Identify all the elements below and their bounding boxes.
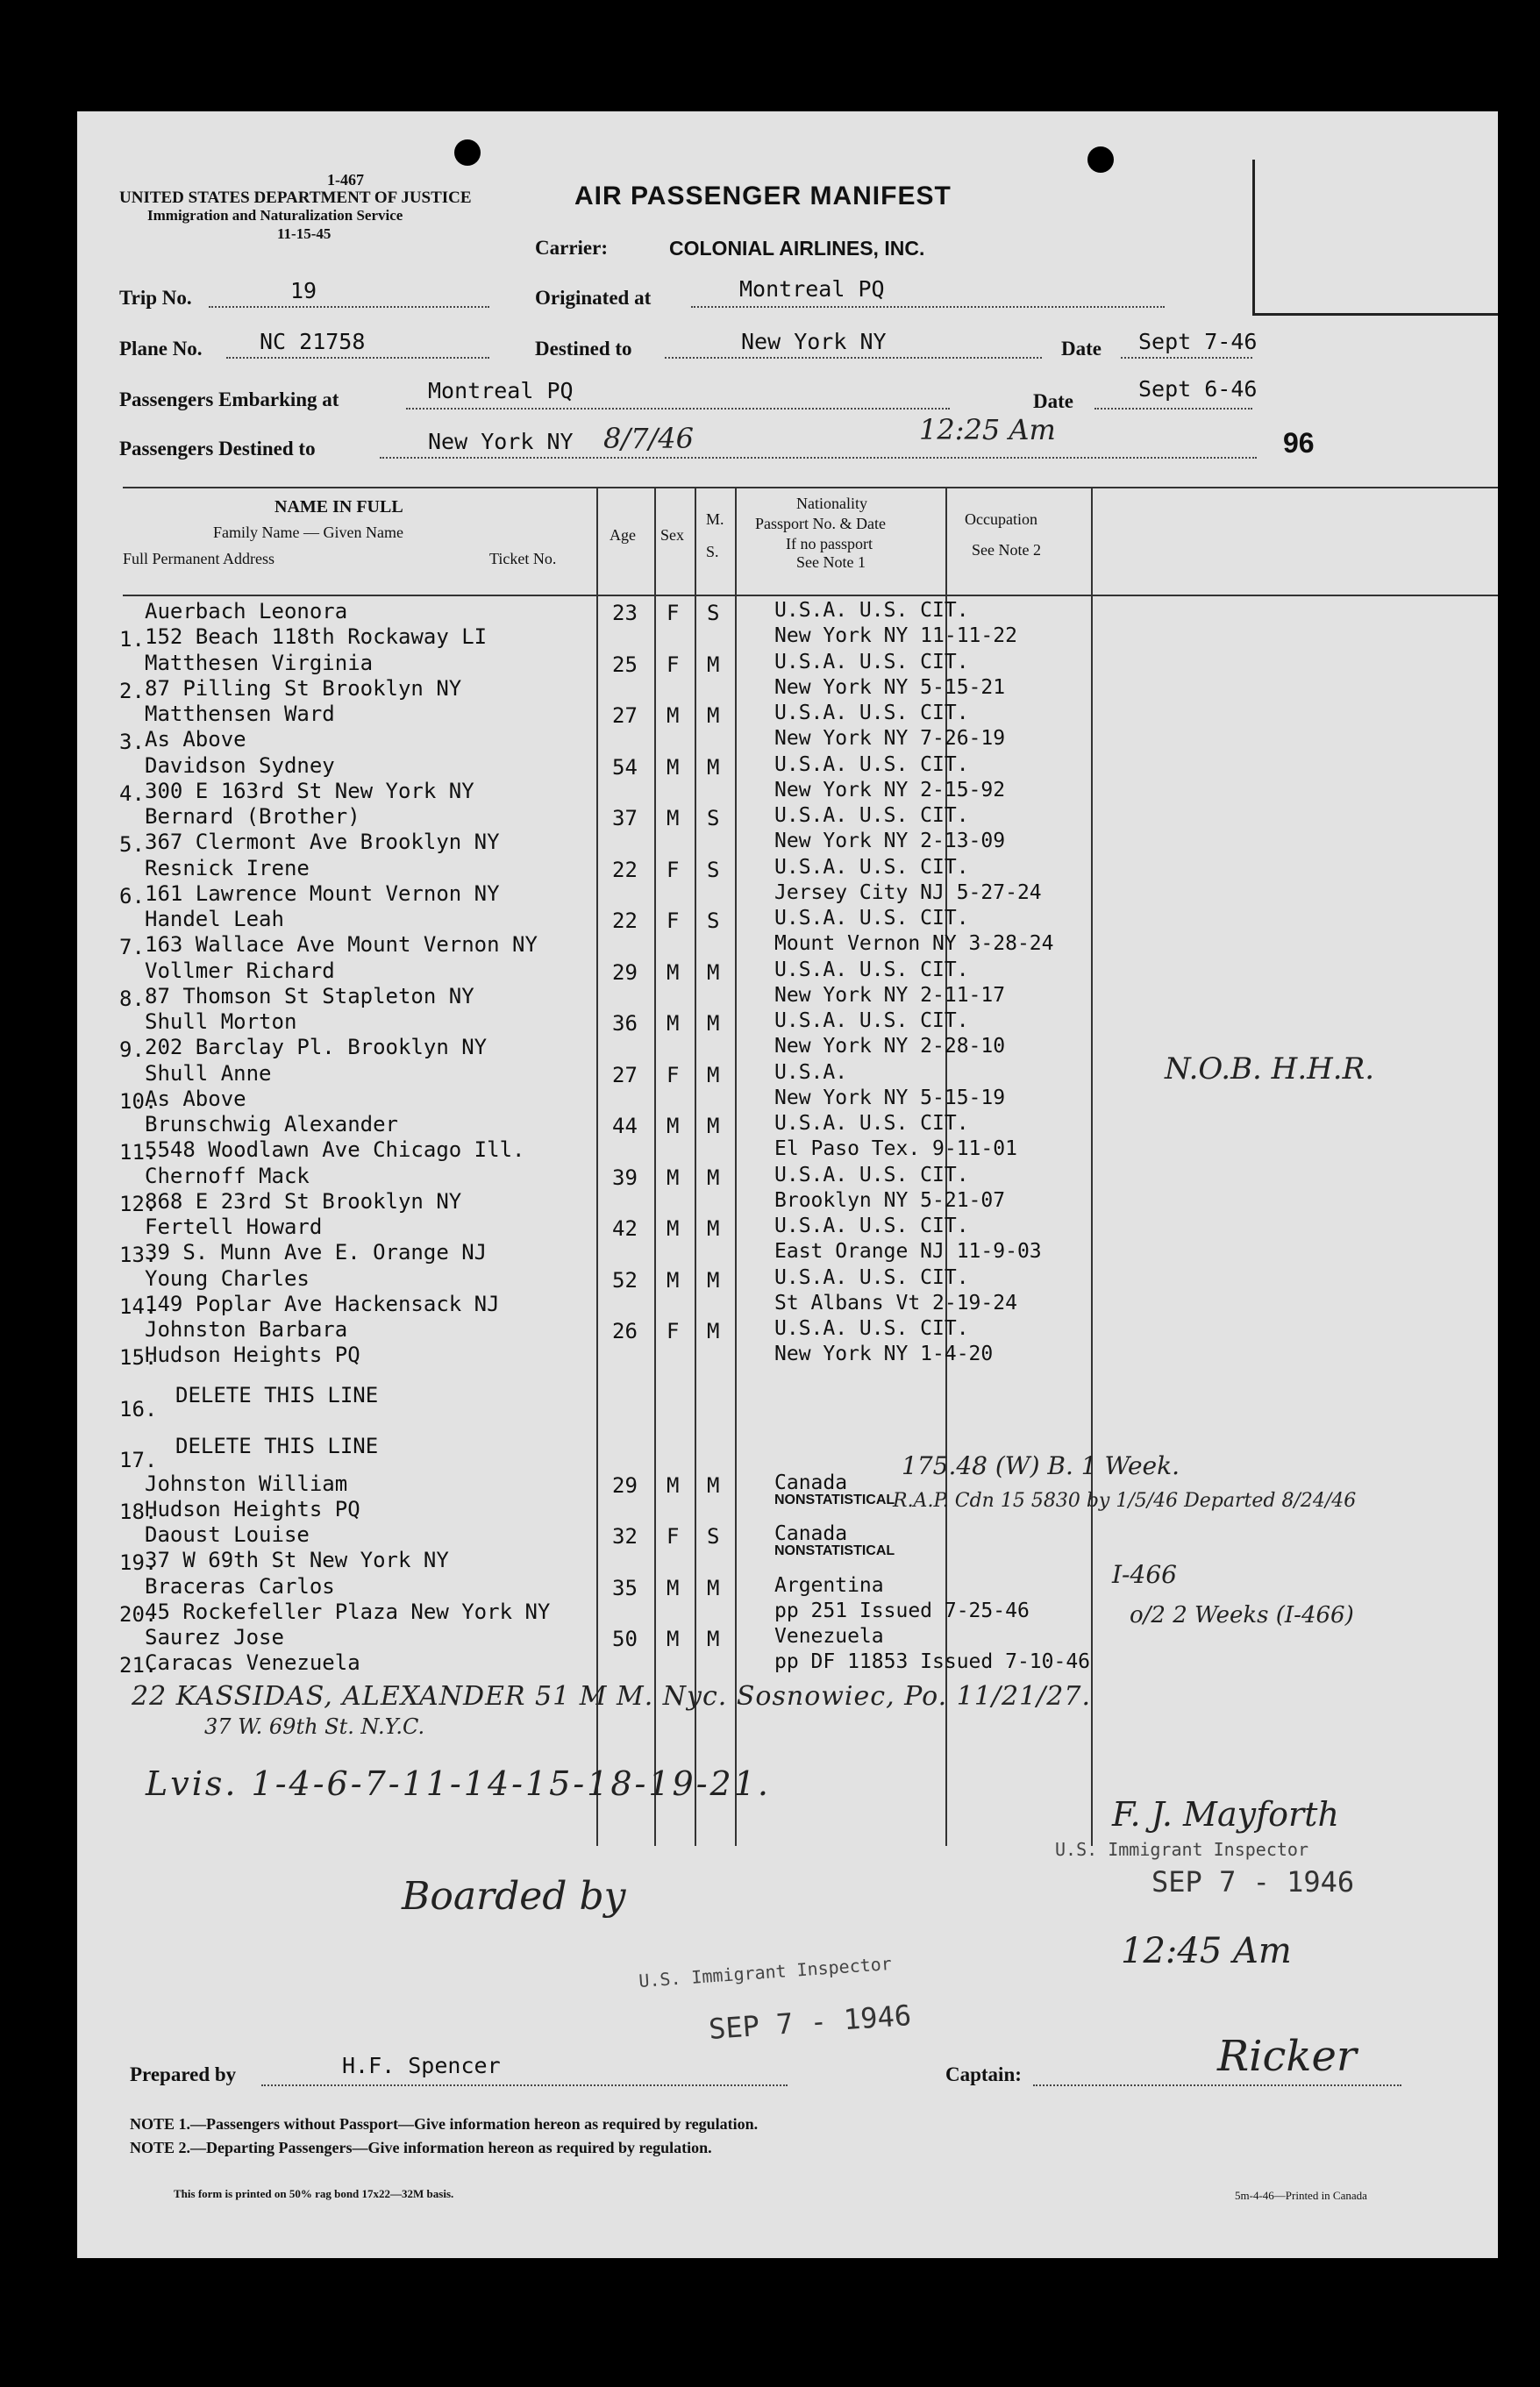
passenger-marital: S bbox=[707, 1524, 720, 1549]
passenger-address: 300 E 163rd St New York NY bbox=[145, 779, 474, 803]
revision: 11-15-45 bbox=[277, 225, 332, 242]
stamp-date-1: SEP 7 - 1946 bbox=[1151, 1865, 1355, 1899]
passenger-marital: M bbox=[707, 1627, 720, 1651]
passenger-marital: M bbox=[707, 1216, 720, 1241]
header-ms1: M. bbox=[706, 510, 724, 528]
passenger-name: Handel Leah bbox=[145, 907, 284, 931]
passenger-sex: M bbox=[667, 703, 680, 728]
header-nat4: See Note 1 bbox=[796, 553, 866, 571]
passenger-sex: M bbox=[667, 755, 680, 780]
passenger-birthplace: Mount Vernon NY 3-28-24 bbox=[774, 932, 1054, 955]
header-name: NAME IN FULL bbox=[274, 497, 403, 517]
passenger-name: Brunschwig Alexander bbox=[145, 1112, 398, 1136]
row-number: 21. bbox=[119, 1653, 158, 1678]
passenger-age: 37 bbox=[612, 806, 638, 830]
passenger-marital: M bbox=[707, 1319, 720, 1343]
row-number: 3. bbox=[119, 730, 145, 754]
passenger-address: 161 Lawrence Mount Vernon NY bbox=[145, 881, 500, 906]
handwritten-row22: 22 KASSIDAS, ALEXANDER 51 M M. Nyc. Sosnowiec, Po. 11/21/27. bbox=[132, 1681, 1092, 1712]
row-number: 16. bbox=[119, 1397, 158, 1422]
passenger-marital: M bbox=[707, 703, 720, 728]
passenger-nationality: U.S.A. U.S. CIT. bbox=[774, 1009, 969, 1032]
passenger-name: Davidson Sydney bbox=[145, 753, 335, 778]
passenger-name: Johnston Barbara bbox=[145, 1317, 348, 1342]
row-number: 12. bbox=[119, 1192, 158, 1216]
destined-value: New York NY bbox=[741, 329, 887, 354]
handwritten-row22-address: 37 W. 69th St. N.Y.C. bbox=[204, 1714, 425, 1739]
row-number: 13. bbox=[119, 1243, 158, 1267]
passenger-address: Hudson Heights PQ bbox=[145, 1343, 360, 1367]
passenger-age: 26 bbox=[612, 1319, 638, 1343]
embark-label: Passengers Embarking at bbox=[119, 388, 339, 410]
trip-number: 19 bbox=[290, 278, 317, 303]
passenger-marital: M bbox=[707, 652, 720, 677]
printer-note: 5m-4-46—Printed in Canada bbox=[1235, 2189, 1367, 2202]
passenger-name: Resnick Irene bbox=[145, 856, 310, 880]
header-age: Age bbox=[610, 526, 636, 544]
handwritten-row19-note: R.A.P. Cdn 15 5830 by 1/5/46 Departed 8/24/46 bbox=[893, 1490, 1357, 1512]
header-nat3: If no passport bbox=[786, 535, 873, 552]
passenger-sex: F bbox=[667, 1319, 680, 1343]
header-occ2: See Note 2 bbox=[972, 541, 1041, 559]
passenger-age: 35 bbox=[612, 1576, 638, 1600]
passenger-sex: M bbox=[667, 1473, 680, 1498]
header-occ1: Occupation bbox=[965, 510, 1037, 528]
passenger-name: Chernoff Mack bbox=[145, 1164, 310, 1188]
passenger-sex: M bbox=[667, 1011, 680, 1036]
passenger-birthplace: NONSTATISTICAL bbox=[774, 1543, 895, 1558]
pdest-label: Passengers Destined to bbox=[119, 438, 316, 460]
passenger-nationality: U.S.A. bbox=[774, 1061, 848, 1084]
row-number: 17. bbox=[119, 1448, 158, 1472]
row-number: 14. bbox=[119, 1294, 158, 1319]
passenger-address: 87 Pilling St Brooklyn NY bbox=[145, 676, 462, 701]
embark-date-value: Sept 6-46 bbox=[1138, 376, 1258, 402]
pdest-value: New York NY bbox=[428, 429, 574, 454]
row-number: 18. bbox=[119, 1500, 158, 1524]
passenger-sex: M bbox=[667, 806, 680, 830]
captain-signature: Ricker bbox=[1217, 2032, 1357, 2081]
passenger-nationality: U.S.A. U.S. CIT. bbox=[774, 1317, 969, 1340]
passenger-nationality: U.S.A. U.S. CIT. bbox=[774, 599, 969, 622]
note-2: NOTE 2.—Departing Passengers—Give information hereon as required by regulation. bbox=[130, 2139, 712, 2156]
passenger-sex: M bbox=[667, 1114, 680, 1138]
embark-date-label: Date bbox=[1033, 390, 1073, 412]
header-ticket: Ticket No. bbox=[489, 550, 557, 567]
passenger-name: Daoust Louise bbox=[145, 1522, 310, 1547]
passenger-birthplace: Jersey City NJ 5-27-24 bbox=[774, 881, 1042, 904]
passenger-marital: M bbox=[707, 1114, 720, 1138]
passenger-marital: S bbox=[707, 601, 720, 625]
passenger-name: Vollmer Richard bbox=[145, 958, 335, 983]
passenger-name: Shull Morton bbox=[145, 1009, 297, 1034]
passenger-age: 50 bbox=[612, 1627, 638, 1651]
print-note: This form is printed on 50% rag bond 17x22—32M basis. bbox=[174, 2187, 454, 2200]
handwritten-time-stamp: 12:45 Am bbox=[1121, 1931, 1292, 1971]
passenger-nationality: Canada bbox=[774, 1522, 848, 1545]
passenger-marital: S bbox=[707, 908, 720, 933]
passenger-marital: M bbox=[707, 1063, 720, 1087]
passenger-address: As Above bbox=[145, 727, 246, 752]
passenger-birthplace: pp 251 Issued 7-25-46 bbox=[774, 1600, 1030, 1622]
passenger-name: Shull Anne bbox=[145, 1061, 272, 1086]
passenger-marital: M bbox=[707, 1473, 720, 1498]
passenger-address: 367 Clermont Ave Brooklyn NY bbox=[145, 830, 500, 854]
passenger-birthplace: New York NY 11-11-22 bbox=[774, 624, 1017, 647]
row-number: 4. bbox=[119, 781, 145, 806]
passenger-birthplace: El Paso Tex. 9-11-01 bbox=[774, 1137, 1017, 1160]
passenger-nationality: U.S.A. U.S. CIT. bbox=[774, 1164, 969, 1186]
signature-right: F. J. Mayforth bbox=[1112, 1795, 1339, 1834]
date-value: Sept 7-46 bbox=[1138, 329, 1258, 354]
passenger-marital: S bbox=[707, 806, 720, 830]
passenger-sex: M bbox=[667, 1268, 680, 1293]
passenger-birthplace: St Albans Vt 2-19-24 bbox=[774, 1292, 1017, 1315]
passenger-name: DELETE THIS LINE bbox=[175, 1434, 379, 1458]
manifest-page bbox=[77, 111, 1498, 2258]
header-address: Full Permanent Address bbox=[123, 550, 274, 567]
passenger-age: 42 bbox=[612, 1216, 638, 1241]
handwritten-row10-note: N.O.B. H.H.R. bbox=[1165, 1051, 1374, 1087]
passenger-address: 5548 Woodlawn Ave Chicago Ill. bbox=[145, 1137, 525, 1162]
passenger-sex: M bbox=[667, 1216, 680, 1241]
passenger-age: 32 bbox=[612, 1524, 638, 1549]
carrier-label: Carrier: bbox=[535, 237, 608, 259]
handwritten-row21-note: o/2 2 Weeks (I-466) bbox=[1130, 1602, 1354, 1628]
passenger-nationality: U.S.A. U.S. CIT. bbox=[774, 856, 969, 879]
row-number: 11. bbox=[119, 1140, 158, 1165]
passenger-address: 868 E 23rd St Brooklyn NY bbox=[145, 1189, 462, 1214]
row-number: 1. bbox=[119, 627, 145, 652]
header-sex: Sex bbox=[660, 526, 684, 544]
passenger-marital: M bbox=[707, 1576, 720, 1600]
passenger-nationality: U.S.A. U.S. CIT. bbox=[774, 907, 969, 930]
passenger-birthplace: New York NY 2-28-10 bbox=[774, 1035, 1006, 1058]
passenger-marital: M bbox=[707, 960, 720, 985]
stamp-inspector-1: U.S. Immigrant Inspector bbox=[1055, 1839, 1308, 1860]
passenger-birthplace: East Orange NJ 11-9-03 bbox=[774, 1240, 1042, 1263]
corner-box bbox=[1252, 160, 1498, 316]
row-number: 10. bbox=[119, 1089, 158, 1114]
passenger-nationality: Argentina bbox=[774, 1574, 884, 1597]
service: Immigration and Naturalization Service bbox=[147, 207, 403, 224]
passenger-age: 23 bbox=[612, 601, 638, 625]
plane-number: NC 21758 bbox=[260, 329, 366, 354]
passenger-nationality: U.S.A. U.S. CIT. bbox=[774, 1215, 969, 1237]
passenger-name: Saurez Jose bbox=[145, 1625, 284, 1650]
passenger-birthplace: New York NY 2-15-92 bbox=[774, 779, 1006, 802]
row-number: 7. bbox=[119, 935, 145, 959]
passenger-birthplace: New York NY 5-15-21 bbox=[774, 676, 1006, 699]
row-number: 15. bbox=[119, 1345, 158, 1370]
passenger-nationality: U.S.A. U.S. CIT. bbox=[774, 804, 969, 827]
passenger-sex: M bbox=[667, 960, 680, 985]
passenger-sex: F bbox=[667, 858, 680, 882]
passenger-age: 29 bbox=[612, 960, 638, 985]
stamp-date-2: SEP 7 - 1946 bbox=[707, 1998, 913, 2047]
passenger-birthplace: New York NY 5-15-19 bbox=[774, 1087, 1006, 1109]
handwritten-date: 8/7/46 bbox=[603, 422, 694, 455]
passenger-age: 44 bbox=[612, 1114, 638, 1138]
passenger-age: 54 bbox=[612, 755, 638, 780]
passenger-sex: F bbox=[667, 1063, 680, 1087]
passenger-address: Hudson Heights PQ bbox=[145, 1497, 360, 1521]
passenger-name: Young Charles bbox=[145, 1266, 310, 1291]
passenger-sex: F bbox=[667, 908, 680, 933]
passenger-sex: M bbox=[667, 1165, 680, 1190]
passenger-name: Johnston William bbox=[145, 1471, 348, 1496]
passenger-address: 152 Beach 118th Rockaway LI bbox=[145, 624, 488, 649]
row-number: 8. bbox=[119, 987, 145, 1011]
row-number: 5. bbox=[119, 832, 145, 857]
passenger-birthplace: pp DF 11853 Issued 7-10-46 bbox=[774, 1650, 1091, 1673]
passenger-age: 36 bbox=[612, 1011, 638, 1036]
department: UNITED STATES DEPARTMENT OF JUSTICE bbox=[119, 189, 472, 207]
passenger-age: 22 bbox=[612, 858, 638, 882]
passenger-name: Auerbach Leonora bbox=[145, 599, 348, 623]
passenger-age: 39 bbox=[612, 1165, 638, 1190]
captain-label: Captain: bbox=[945, 2063, 1022, 2085]
passenger-birthplace: New York NY 2-13-09 bbox=[774, 830, 1006, 852]
passenger-marital: M bbox=[707, 755, 720, 780]
passenger-sex: F bbox=[667, 601, 680, 625]
passenger-address: 202 Barclay Pl. Brooklyn NY bbox=[145, 1035, 488, 1059]
plane-label: Plane No. bbox=[119, 338, 203, 360]
passenger-address: 45 Rockefeller Plaza New York NY bbox=[145, 1600, 551, 1624]
passenger-name: Bernard (Brother) bbox=[145, 804, 360, 829]
passenger-sex: F bbox=[667, 1524, 680, 1549]
passenger-nationality: U.S.A. U.S. CIT. bbox=[774, 753, 969, 776]
header-nat1: Nationality bbox=[796, 495, 867, 512]
passenger-birthplace: New York NY 7-26-19 bbox=[774, 727, 1006, 750]
passenger-name: Matthensen Ward bbox=[145, 702, 335, 726]
passenger-address: 87 Thomson St Stapleton NY bbox=[145, 984, 474, 1008]
trip-label: Trip No. bbox=[119, 287, 192, 309]
header-name-sub: Family Name — Given Name bbox=[213, 524, 403, 541]
passenger-marital: M bbox=[707, 1165, 720, 1190]
passenger-birthplace: New York NY 1-4-20 bbox=[774, 1343, 994, 1365]
handwritten-list: Lvis. 1-4-6-7-11-14-15-18-19-21. bbox=[146, 1764, 771, 1803]
passenger-birthplace: New York NY 2-11-17 bbox=[774, 984, 1006, 1007]
originated-label: Originated at bbox=[535, 287, 652, 309]
passenger-address: As Above bbox=[145, 1087, 246, 1111]
passenger-name: DELETE THIS LINE bbox=[175, 1383, 379, 1407]
stamp-inspector-2: U.S. Immigrant Inspector bbox=[638, 1952, 893, 1992]
passenger-marital: S bbox=[707, 858, 720, 882]
passenger-birthplace: NONSTATISTICAL bbox=[774, 1493, 895, 1507]
row-number: 2. bbox=[119, 679, 145, 703]
row-number: 6. bbox=[119, 884, 145, 908]
passenger-marital: M bbox=[707, 1268, 720, 1293]
passenger-marital: M bbox=[707, 1011, 720, 1036]
handwritten-row18-note: 175.48 (W) B. 1 Week. bbox=[902, 1451, 1180, 1480]
passenger-nationality: Canada bbox=[774, 1471, 848, 1494]
handwritten-time: 12:25 Am bbox=[919, 413, 1056, 446]
passenger-address: 149 Poplar Ave Hackensack NJ bbox=[145, 1292, 500, 1316]
passenger-nationality: U.S.A. U.S. CIT. bbox=[774, 1266, 969, 1289]
date-label: Date bbox=[1061, 338, 1102, 360]
passenger-nationality: U.S.A. U.S. CIT. bbox=[774, 958, 969, 981]
passenger-age: 25 bbox=[612, 652, 638, 677]
page-title: AIR PASSENGER MANIFEST bbox=[574, 182, 952, 210]
passenger-birthplace: Brooklyn NY 5-21-07 bbox=[774, 1189, 1006, 1212]
passenger-name: Fertell Howard bbox=[145, 1215, 323, 1239]
passenger-nationality: Venezuela bbox=[774, 1625, 884, 1648]
passenger-age: 29 bbox=[612, 1473, 638, 1498]
row-number: 20. bbox=[119, 1602, 158, 1627]
passenger-age: 27 bbox=[612, 1063, 638, 1087]
punch-hole-right bbox=[1087, 146, 1114, 173]
passenger-sex: F bbox=[667, 652, 680, 677]
passenger-sex: M bbox=[667, 1627, 680, 1651]
passenger-name: Braceras Carlos bbox=[145, 1574, 335, 1599]
note-1: NOTE 1.—Passengers without Passport—Give information hereon as required by regulation. bbox=[130, 2115, 759, 2133]
row-number: 9. bbox=[119, 1037, 145, 1062]
form-number: 1-467 bbox=[327, 171, 364, 189]
passenger-nationality: U.S.A. U.S. CIT. bbox=[774, 1112, 969, 1135]
passenger-age: 22 bbox=[612, 908, 638, 933]
passenger-sex: M bbox=[667, 1576, 680, 1600]
passenger-address: 163 Wallace Ave Mount Vernon NY bbox=[145, 932, 538, 957]
passenger-nationality: U.S.A. U.S. CIT. bbox=[774, 702, 969, 724]
embark-value: Montreal PQ bbox=[428, 378, 574, 403]
passenger-count: 96 bbox=[1283, 427, 1315, 459]
passenger-age: 27 bbox=[612, 703, 638, 728]
passenger-age: 52 bbox=[612, 1268, 638, 1293]
prepared-by: H.F. Spencer bbox=[342, 2053, 501, 2078]
destined-label: Destined to bbox=[535, 338, 632, 360]
signature-left: Boarded by bbox=[402, 1874, 626, 1919]
passenger-name: Matthesen Virginia bbox=[145, 651, 374, 675]
prepared-label: Prepared by bbox=[130, 2063, 237, 2085]
passenger-address: Caracas Venezuela bbox=[145, 1650, 360, 1675]
row-number: 19. bbox=[119, 1550, 158, 1575]
passenger-address: 39 S. Munn Ave E. Orange NJ bbox=[145, 1240, 488, 1265]
passenger-address: 37 W 69th St New York NY bbox=[145, 1548, 449, 1572]
passenger-nationality: U.S.A. U.S. CIT. bbox=[774, 651, 969, 673]
handwritten-row20-note: I-466 bbox=[1112, 1560, 1177, 1589]
originated-value: Montreal PQ bbox=[739, 276, 885, 302]
carrier-name: COLONIAL AIRLINES, INC. bbox=[669, 237, 925, 260]
header-ms2: S. bbox=[706, 543, 719, 560]
header-nat2: Passport No. & Date bbox=[755, 515, 886, 532]
punch-hole-left bbox=[454, 139, 481, 166]
